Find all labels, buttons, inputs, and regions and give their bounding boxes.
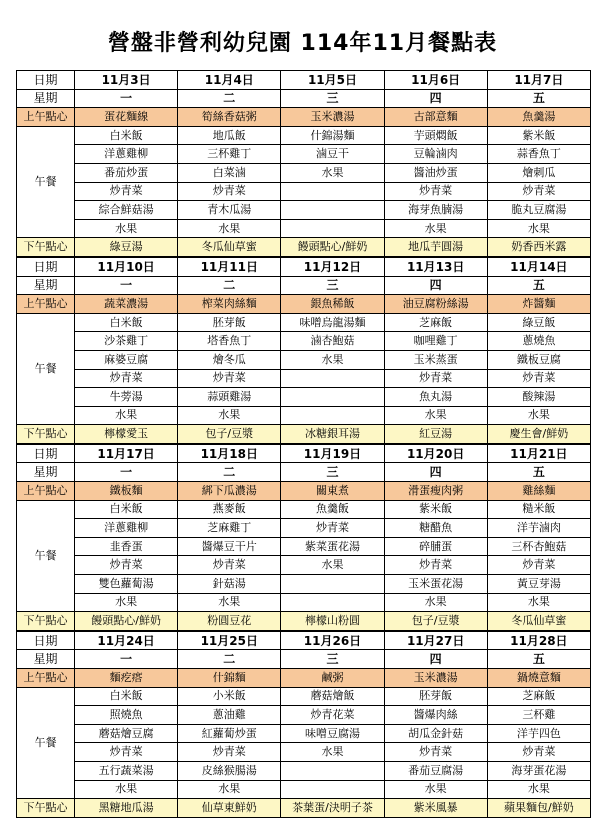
weekday-label: 星期 xyxy=(17,463,75,482)
weekday-cell: 二 xyxy=(178,463,281,482)
weekday-cell: 三 xyxy=(281,276,384,295)
lunch-label: 午餐 xyxy=(17,126,75,238)
lunch-cell: 玉米蛋花湯 xyxy=(384,575,487,594)
pm-snack-cell: 紫米風暴 xyxy=(384,799,487,818)
lunch-cell: 炒青菜 xyxy=(487,182,590,201)
lunch-cell: 白米飯 xyxy=(75,313,178,332)
lunch-cell: 水果 xyxy=(178,219,281,238)
lunch-cell: 炒青菜 xyxy=(178,743,281,762)
am-snack-cell: 什錦麵 xyxy=(178,669,281,688)
date-cell: 11月21日 xyxy=(487,444,590,463)
date-cell: 11月25日 xyxy=(178,631,281,650)
weekday-row xyxy=(17,650,591,669)
lunch-cell: 炒青菜 xyxy=(384,556,487,575)
lunch-cell: 蘑菇燴豆腐 xyxy=(75,724,178,743)
lunch-cell xyxy=(281,575,384,594)
lunch-row xyxy=(17,313,591,332)
lunch-cell: 蔥油雞 xyxy=(178,706,281,725)
weekday-cell: 二 xyxy=(178,650,281,669)
lunch-cell xyxy=(281,761,384,780)
weekday-cell: 五 xyxy=(487,463,590,482)
date-row xyxy=(17,631,591,650)
weekday-cell: 四 xyxy=(384,89,487,108)
am-snack-cell: 銀魚稀飯 xyxy=(281,295,384,314)
lunch-cell: 水果 xyxy=(281,743,384,762)
lunch-cell: 麻婆豆腐 xyxy=(75,350,178,369)
weekday-cell: 五 xyxy=(487,89,590,108)
pm-snack-cell: 冬瓜仙草蜜 xyxy=(178,238,281,257)
lunch-cell: 芝麻飯 xyxy=(384,313,487,332)
lunch-cell: 芝麻雞丁 xyxy=(178,519,281,538)
lunch-cell xyxy=(281,219,384,238)
am-snack-cell: 綁下瓜濃湯 xyxy=(178,482,281,501)
lunch-cell: 滷杏鮑菇 xyxy=(281,332,384,351)
pm-snack-cell: 地瓜芋圓湯 xyxy=(384,238,487,257)
lunch-cell: 番茄豆腐湯 xyxy=(384,761,487,780)
lunch-row xyxy=(17,126,591,145)
lunch-row xyxy=(17,724,591,743)
lunch-cell: 韭香蛋 xyxy=(75,537,178,556)
date-cell: 11月17日 xyxy=(75,444,178,463)
lunch-row xyxy=(17,556,591,575)
date-cell: 11月12日 xyxy=(281,257,384,276)
pm-snack-row xyxy=(17,425,591,444)
am-snack-cell: 鐵板麵 xyxy=(75,482,178,501)
date-cell: 11月7日 xyxy=(487,71,590,90)
lunch-cell: 水果 xyxy=(178,780,281,799)
pm-snack-label: 下午點心 xyxy=(17,238,75,257)
am-snack-cell: 榨菜肉絲麵 xyxy=(178,295,281,314)
lunch-cell: 蒜香魚丁 xyxy=(487,145,590,164)
lunch-cell: 炒青菜 xyxy=(487,743,590,762)
lunch-cell xyxy=(281,182,384,201)
date-row xyxy=(17,257,591,276)
lunch-row xyxy=(17,350,591,369)
lunch-cell: 酸辣湯 xyxy=(487,388,590,407)
lunch-cell xyxy=(281,406,384,425)
am-snack-row xyxy=(17,669,591,688)
pm-snack-cell: 饅頭點心/鮮奶 xyxy=(75,612,178,631)
am-snack-cell: 麵疙瘩 xyxy=(75,669,178,688)
date-cell: 11月28日 xyxy=(487,631,590,650)
lunch-cell: 豆輪滷肉 xyxy=(384,145,487,164)
lunch-cell: 水果 xyxy=(487,780,590,799)
lunch-cell: 炒青花菜 xyxy=(281,706,384,725)
lunch-cell: 地瓜飯 xyxy=(178,126,281,145)
lunch-cell: 水果 xyxy=(281,350,384,369)
lunch-cell: 水果 xyxy=(75,406,178,425)
pm-snack-cell: 饅頭點心/鮮奶 xyxy=(281,238,384,257)
am-snack-row xyxy=(17,295,591,314)
am-snack-label: 上午點心 xyxy=(17,482,75,501)
date-cell: 11月10日 xyxy=(75,257,178,276)
lunch-cell: 紅蘿蔔炒蛋 xyxy=(178,724,281,743)
weekday-cell: 三 xyxy=(281,463,384,482)
pm-snack-cell: 包子/豆漿 xyxy=(384,612,487,631)
lunch-row xyxy=(17,575,591,594)
lunch-cell: 味噌豆腐湯 xyxy=(281,724,384,743)
lunch-row xyxy=(17,687,591,706)
lunch-cell: 白菜滷 xyxy=(178,163,281,182)
date-cell: 11月11日 xyxy=(178,257,281,276)
am-snack-cell: 蔬菜濃湯 xyxy=(75,295,178,314)
lunch-row xyxy=(17,743,591,762)
am-snack-cell: 炸醬麵 xyxy=(487,295,590,314)
lunch-cell: 海芽蛋花湯 xyxy=(487,761,590,780)
am-snack-row xyxy=(17,108,591,127)
date-cell: 11月6日 xyxy=(384,71,487,90)
pm-snack-cell: 蘋果麵包/鮮奶 xyxy=(487,799,590,818)
lunch-cell: 水果 xyxy=(487,593,590,612)
lunch-cell xyxy=(281,388,384,407)
am-snack-cell: 鹹粥 xyxy=(281,669,384,688)
lunch-cell: 三杯雞丁 xyxy=(178,145,281,164)
pm-snack-cell: 粉圓豆花 xyxy=(178,612,281,631)
lunch-cell: 綠豆飯 xyxy=(487,313,590,332)
lunch-cell: 醬爆豆干片 xyxy=(178,537,281,556)
weekday-label: 星期 xyxy=(17,650,75,669)
lunch-cell: 洋蔥雞柳 xyxy=(75,145,178,164)
weekday-cell: 二 xyxy=(178,89,281,108)
lunch-cell: 什錦湯麵 xyxy=(281,126,384,145)
lunch-cell: 黃豆芽湯 xyxy=(487,575,590,594)
lunch-cell: 炒青菜 xyxy=(75,369,178,388)
pm-snack-cell: 冬瓜仙草蜜 xyxy=(487,612,590,631)
weekday-cell: 三 xyxy=(281,89,384,108)
lunch-cell: 水果 xyxy=(281,163,384,182)
lunch-cell: 水果 xyxy=(75,219,178,238)
pm-snack-cell: 檸檬山粉圓 xyxy=(281,612,384,631)
pm-snack-row xyxy=(17,238,591,257)
weekday-cell: 一 xyxy=(75,463,178,482)
lunch-cell: 蘑菇燴飯 xyxy=(281,687,384,706)
am-snack-label: 上午點心 xyxy=(17,295,75,314)
weekday-cell: 五 xyxy=(487,650,590,669)
lunch-cell: 紫米飯 xyxy=(487,126,590,145)
lunch-cell: 三杯雞 xyxy=(487,706,590,725)
lunch-label: 午餐 xyxy=(17,500,75,612)
lunch-cell: 水果 xyxy=(487,219,590,238)
lunch-cell: 綜合鮮菇湯 xyxy=(75,201,178,220)
lunch-row xyxy=(17,519,591,538)
weekday-label: 星期 xyxy=(17,276,75,295)
lunch-cell: 番茄炒蛋 xyxy=(75,163,178,182)
date-label: 日期 xyxy=(17,71,75,90)
am-snack-row xyxy=(17,482,591,501)
pm-snack-label: 下午點心 xyxy=(17,612,75,631)
date-label: 日期 xyxy=(17,257,75,276)
lunch-row xyxy=(17,537,591,556)
lunch-cell: 炒青菜 xyxy=(487,556,590,575)
lunch-cell: 胡瓜金針菇 xyxy=(384,724,487,743)
am-snack-cell: 筍絲香菇粥 xyxy=(178,108,281,127)
pm-snack-cell: 仙草東鮮奶 xyxy=(178,799,281,818)
lunch-cell: 炒青菜 xyxy=(75,743,178,762)
lunch-cell: 水果 xyxy=(178,406,281,425)
pm-snack-cell: 包子/豆漿 xyxy=(178,425,281,444)
lunch-row xyxy=(17,593,591,612)
lunch-cell: 燕麥飯 xyxy=(178,500,281,519)
weekday-cell: 一 xyxy=(75,89,178,108)
pm-snack-cell: 檸檬愛玉 xyxy=(75,425,178,444)
lunch-cell: 炒青菜 xyxy=(75,182,178,201)
lunch-cell: 炒青菜 xyxy=(178,182,281,201)
date-row xyxy=(17,444,591,463)
weekday-label: 星期 xyxy=(17,89,75,108)
lunch-cell: 水果 xyxy=(178,593,281,612)
lunch-cell: 牛蒡湯 xyxy=(75,388,178,407)
date-cell: 11月24日 xyxy=(75,631,178,650)
lunch-cell: 炒青菜 xyxy=(178,369,281,388)
menu-table xyxy=(16,70,591,818)
lunch-cell: 皮絲猴腸湯 xyxy=(178,761,281,780)
am-snack-cell: 魚羹湯 xyxy=(487,108,590,127)
lunch-cell: 滷豆干 xyxy=(281,145,384,164)
lunch-cell: 水果 xyxy=(75,780,178,799)
date-cell: 11月13日 xyxy=(384,257,487,276)
lunch-cell: 燴刺瓜 xyxy=(487,163,590,182)
lunch-cell: 玉米蒸蛋 xyxy=(384,350,487,369)
weekday-cell: 三 xyxy=(281,650,384,669)
lunch-cell: 水果 xyxy=(384,593,487,612)
weekday-cell: 四 xyxy=(384,650,487,669)
date-label: 日期 xyxy=(17,631,75,650)
lunch-cell: 芝麻飯 xyxy=(487,687,590,706)
lunch-cell: 三杯杏鮑菇 xyxy=(487,537,590,556)
lunch-cell: 胚芽飯 xyxy=(384,687,487,706)
lunch-cell: 醬油炒蛋 xyxy=(384,163,487,182)
lunch-cell: 海芽魚腩湯 xyxy=(384,201,487,220)
lunch-label: 午餐 xyxy=(17,687,75,799)
lunch-row xyxy=(17,761,591,780)
am-snack-cell: 玉米濃湯 xyxy=(281,108,384,127)
lunch-cell: 燴冬瓜 xyxy=(178,350,281,369)
lunch-cell xyxy=(281,201,384,220)
pm-snack-cell: 紅豆湯 xyxy=(384,425,487,444)
pm-snack-label: 下午點心 xyxy=(17,799,75,818)
lunch-cell xyxy=(281,593,384,612)
lunch-cell: 魚丸湯 xyxy=(384,388,487,407)
lunch-cell: 洋芋四色 xyxy=(487,724,590,743)
date-cell: 11月27日 xyxy=(384,631,487,650)
date-cell: 11月20日 xyxy=(384,444,487,463)
lunch-row xyxy=(17,163,591,182)
lunch-cell: 炒青菜 xyxy=(178,556,281,575)
weekday-cell: 一 xyxy=(75,276,178,295)
date-label: 日期 xyxy=(17,444,75,463)
date-cell: 11月18日 xyxy=(178,444,281,463)
lunch-cell: 炒青菜 xyxy=(487,369,590,388)
weekday-cell: 四 xyxy=(384,463,487,482)
lunch-cell: 碎脯蛋 xyxy=(384,537,487,556)
weekday-cell: 四 xyxy=(384,276,487,295)
lunch-cell: 紫菜蛋花湯 xyxy=(281,537,384,556)
lunch-row xyxy=(17,145,591,164)
lunch-cell: 糙米飯 xyxy=(487,500,590,519)
lunch-cell: 青木瓜湯 xyxy=(178,201,281,220)
date-cell: 11月26日 xyxy=(281,631,384,650)
am-snack-cell: 玉米濃湯 xyxy=(384,669,487,688)
lunch-cell: 水果 xyxy=(384,219,487,238)
weekday-cell: 五 xyxy=(487,276,590,295)
lunch-cell: 炒青菜 xyxy=(384,182,487,201)
date-cell: 11月3日 xyxy=(75,71,178,90)
date-row xyxy=(17,71,591,90)
lunch-cell: 水果 xyxy=(384,780,487,799)
lunch-cell: 雙色蘿蔔湯 xyxy=(75,575,178,594)
lunch-cell xyxy=(281,780,384,799)
date-cell: 11月19日 xyxy=(281,444,384,463)
lunch-cell: 鐵板豆腐 xyxy=(487,350,590,369)
lunch-cell: 水果 xyxy=(75,593,178,612)
lunch-cell: 水果 xyxy=(281,556,384,575)
weekday-row xyxy=(17,276,591,295)
lunch-cell: 針菇湯 xyxy=(178,575,281,594)
am-snack-cell: 油豆腐粉絲湯 xyxy=(384,295,487,314)
lunch-label: 午餐 xyxy=(17,313,75,425)
lunch-cell: 芋頭燜飯 xyxy=(384,126,487,145)
pm-snack-cell: 茶葉蛋/決明子茶 xyxy=(281,799,384,818)
lunch-cell: 炒青菜 xyxy=(384,743,487,762)
lunch-cell: 糖醋魚 xyxy=(384,519,487,538)
lunch-cell: 小米飯 xyxy=(178,687,281,706)
lunch-cell: 魚羹飯 xyxy=(281,500,384,519)
pm-snack-row xyxy=(17,612,591,631)
lunch-row xyxy=(17,332,591,351)
am-snack-cell: 雞絲麵 xyxy=(487,482,590,501)
lunch-cell: 洋蔥雞柳 xyxy=(75,519,178,538)
am-snack-cell: 鍋燒意麵 xyxy=(487,669,590,688)
lunch-cell: 胚芽飯 xyxy=(178,313,281,332)
pm-snack-cell: 慶生會/鮮奶 xyxy=(487,425,590,444)
lunch-cell: 水果 xyxy=(487,406,590,425)
lunch-cell xyxy=(281,369,384,388)
lunch-cell: 塔香魚丁 xyxy=(178,332,281,351)
pm-snack-cell: 奶香西米露 xyxy=(487,238,590,257)
lunch-cell: 蒜頭雞湯 xyxy=(178,388,281,407)
lunch-row xyxy=(17,201,591,220)
weekday-cell: 二 xyxy=(178,276,281,295)
lunch-cell: 白米飯 xyxy=(75,687,178,706)
lunch-cell: 咖哩雞丁 xyxy=(384,332,487,351)
pm-snack-label: 下午點心 xyxy=(17,425,75,444)
date-cell: 11月14日 xyxy=(487,257,590,276)
weekday-row xyxy=(17,463,591,482)
lunch-cell: 炒青菜 xyxy=(384,369,487,388)
lunch-cell: 醬爆肉絲 xyxy=(384,706,487,725)
lunch-cell: 照燒魚 xyxy=(75,706,178,725)
am-snack-cell: 關東煮 xyxy=(281,482,384,501)
pm-snack-cell: 冰糖銀耳湯 xyxy=(281,425,384,444)
am-snack-label: 上午點心 xyxy=(17,108,75,127)
page-title: 營盤非營利幼兒園 114年11月餐點表 xyxy=(107,31,498,56)
lunch-row xyxy=(17,500,591,519)
lunch-row xyxy=(17,780,591,799)
lunch-cell: 脆丸豆腐湯 xyxy=(487,201,590,220)
lunch-cell: 水果 xyxy=(384,406,487,425)
pm-snack-row xyxy=(17,799,591,818)
am-snack-cell: 滑蛋瘦肉粥 xyxy=(384,482,487,501)
lunch-cell: 炒青菜 xyxy=(75,556,178,575)
lunch-cell: 蔥燒魚 xyxy=(487,332,590,351)
am-snack-cell: 蛋花麵線 xyxy=(75,108,178,127)
lunch-row xyxy=(17,219,591,238)
date-cell: 11月4日 xyxy=(178,71,281,90)
lunch-cell: 五行蔬菜湯 xyxy=(75,761,178,780)
weekday-cell: 一 xyxy=(75,650,178,669)
lunch-cell: 沙茶雞丁 xyxy=(75,332,178,351)
lunch-cell: 味噌烏龍湯麵 xyxy=(281,313,384,332)
lunch-cell: 白米飯 xyxy=(75,500,178,519)
lunch-cell: 白米飯 xyxy=(75,126,178,145)
lunch-row xyxy=(17,182,591,201)
weekday-row xyxy=(17,89,591,108)
am-snack-cell: 古部意麵 xyxy=(384,108,487,127)
lunch-row xyxy=(17,388,591,407)
lunch-cell: 洋芋滷肉 xyxy=(487,519,590,538)
lunch-cell: 炒青菜 xyxy=(281,519,384,538)
date-cell: 11月5日 xyxy=(281,71,384,90)
lunch-row xyxy=(17,406,591,425)
lunch-cell: 紫米飯 xyxy=(384,500,487,519)
am-snack-label: 上午點心 xyxy=(17,669,75,688)
pm-snack-cell: 綠豆湯 xyxy=(75,238,178,257)
lunch-row xyxy=(17,706,591,725)
pm-snack-cell: 黑糖地瓜湯 xyxy=(75,799,178,818)
lunch-row xyxy=(17,369,591,388)
